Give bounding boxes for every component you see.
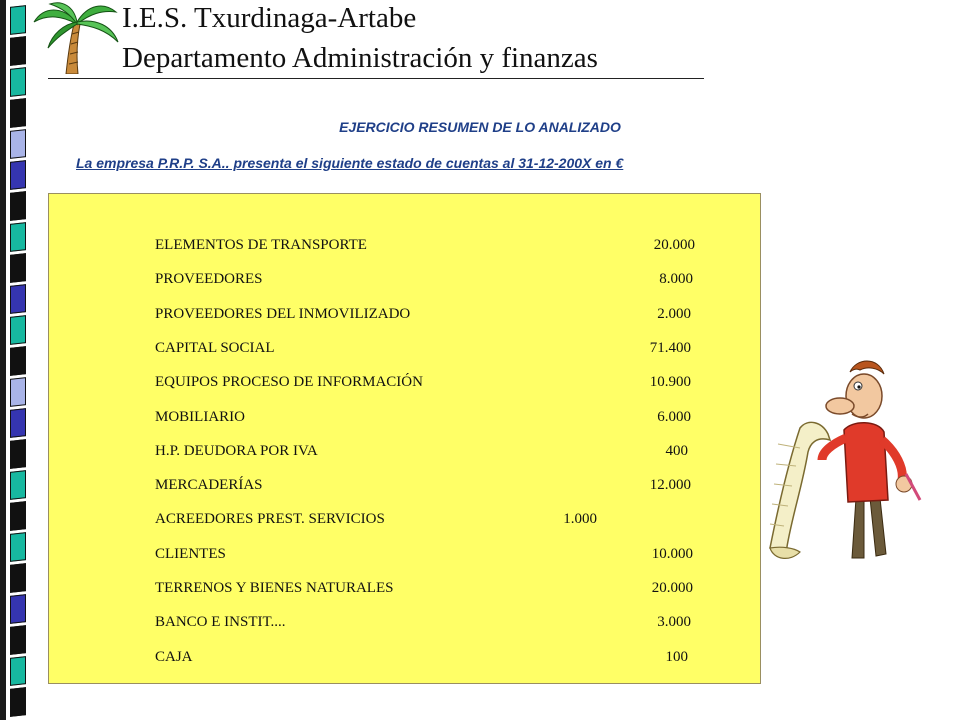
strip-square (10, 563, 26, 593)
school-title: I.E.S. Txurdinaga-Artabe (122, 2, 417, 34)
account-name: CLIENTES (155, 545, 226, 562)
account-amount: 1.000 (563, 511, 597, 528)
account-name: CAPITAL SOCIAL (155, 339, 275, 356)
strip-square (10, 687, 26, 717)
strip-square (10, 284, 26, 314)
account-row (155, 268, 735, 290)
account-amount: 20.000 (653, 237, 695, 253)
strip-square (10, 656, 26, 686)
strip-square (10, 315, 26, 345)
exercise-intro-link[interactable]: La empresa P.R.P. S.A.. presenta el siguiente estado de cuentas al 31-12-200X en € (76, 155, 624, 171)
strip-square (10, 501, 26, 531)
account-amount: 3.000 (657, 614, 691, 631)
account-name: CAJA (155, 648, 193, 665)
account-row (155, 234, 735, 256)
account-row (155, 474, 735, 496)
account-name: BANCO E INSTIT.... (155, 614, 286, 631)
account-row (155, 577, 735, 599)
account-row (155, 406, 735, 428)
account-name: H.P. DEUDORA POR IVA (155, 442, 318, 459)
account-name: MOBILIARIO (155, 408, 245, 425)
left-decorative-strip (0, 0, 44, 720)
account-row (155, 303, 735, 325)
account-row (155, 440, 735, 462)
strip-bar (0, 0, 6, 720)
palm-tree-icon (22, 0, 122, 74)
account-row (155, 543, 735, 565)
account-name: MERCADERÍAS (155, 477, 263, 494)
strip-square (10, 191, 26, 221)
account-amount: 100 (665, 648, 688, 665)
strip-square (10, 470, 26, 500)
account-amount: 400 (665, 442, 688, 459)
account-row (155, 371, 735, 393)
header-divider (48, 78, 704, 79)
strip-square (10, 346, 26, 376)
account-amount: 10.000 (651, 545, 693, 562)
strip-square (10, 253, 26, 283)
account-name: TERRENOS Y BIENES NATURALES (155, 580, 394, 596)
strip-square (10, 377, 26, 407)
strip-square (10, 408, 26, 438)
account-amount: 20.000 (651, 580, 693, 596)
accounts-panel (48, 193, 761, 684)
account-row (155, 337, 735, 359)
account-row (155, 646, 735, 668)
strip-square (10, 625, 26, 655)
account-row (155, 611, 735, 633)
account-name: EQUIPOS PROCESO DE INFORMACIÓN (155, 374, 423, 391)
strip-square (10, 594, 26, 624)
strip-square (10, 222, 26, 252)
account-amount: 8.000 (659, 271, 693, 288)
account-name: PROVEEDORES DEL INMOVILIZADO (155, 305, 411, 322)
account-row (155, 508, 735, 530)
account-amount: 10.900 (649, 374, 691, 391)
account-name: PROVEEDORES (155, 271, 263, 288)
strip-square (10, 532, 26, 562)
strip-square (10, 160, 26, 190)
account-amount: 6.000 (657, 408, 691, 425)
account-name: ACREEDORES PREST. SERVICIOS (155, 511, 385, 528)
account-amount: 12.000 (649, 477, 691, 494)
account-amount: 71.400 (649, 339, 691, 356)
account-name: ELEMENTOS DE TRANSPORTE (155, 237, 367, 253)
exercise-title: EJERCICIO RESUMEN DE LO ANALIZADO (339, 119, 621, 135)
account-amount: 2.000 (657, 305, 691, 322)
strip-square (10, 439, 26, 469)
cartoon-man-scroll-illustration (760, 348, 940, 568)
department-title: Departamento Administración y finanzas (122, 42, 598, 74)
